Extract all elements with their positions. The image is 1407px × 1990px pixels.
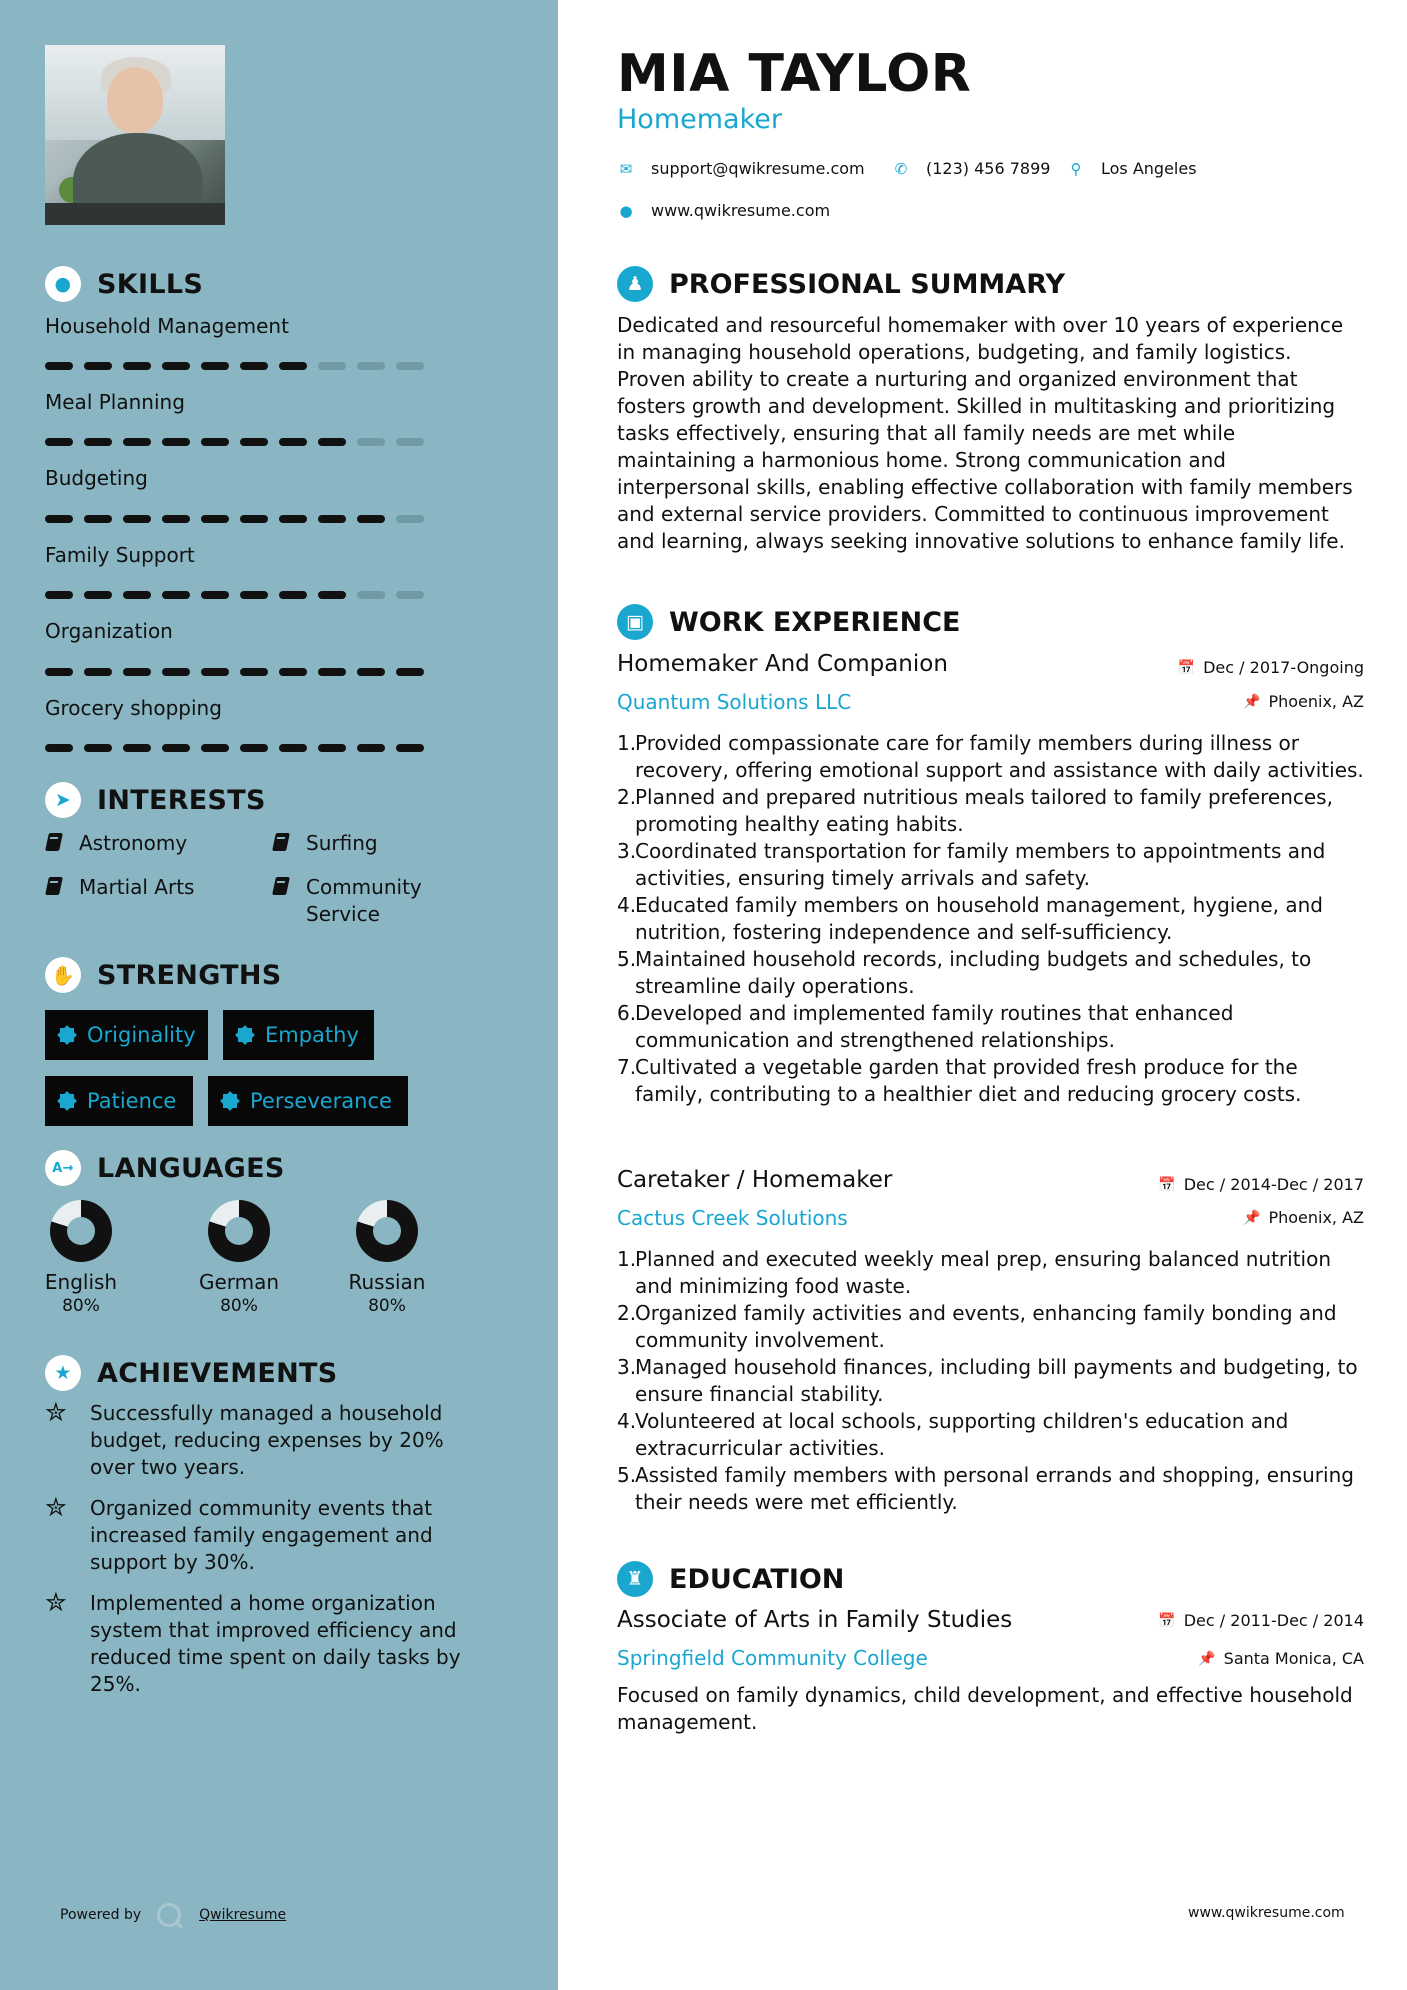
skill-segment-filled	[279, 438, 307, 446]
calendar-icon: 📅	[1158, 1176, 1176, 1193]
map-pin-icon: ⚲	[1070, 159, 1082, 178]
achievement-item: ✮ Organized community events that increased family engagement and support by 30%.	[45, 1493, 433, 1574]
education-heading: ♜ EDUCATION	[617, 1561, 844, 1597]
skill-segment-filled	[162, 515, 190, 523]
language-donut	[50, 1200, 112, 1262]
skill-segment-filled	[201, 744, 229, 752]
pushpin-icon: 📌	[1243, 693, 1261, 710]
skill-segment-filled	[123, 515, 151, 523]
school-name: Springfield Community College	[617, 1646, 928, 1670]
skill-name: Organization	[45, 619, 173, 643]
interest-item: Community Service	[272, 874, 442, 928]
candidate-name: MIA TAYLOR	[617, 44, 972, 104]
star-icon: ✮	[45, 1398, 67, 1428]
book-icon	[272, 833, 290, 853]
skill-segment-empty	[396, 515, 424, 523]
list-item: 5. Maintained household records, including budgets and schedules, to streamline daily operations.	[617, 947, 1312, 998]
star-badge-icon: ★	[45, 1355, 81, 1391]
strength-badge: Patience	[45, 1076, 193, 1126]
interests-heading: ➤ INTERESTS	[45, 782, 266, 818]
contact-email: ✉ support@qwikresume.com	[617, 159, 865, 178]
envelope-icon: ✉	[619, 159, 633, 178]
skill-segment-empty	[396, 362, 424, 370]
skill-segment-filled	[396, 668, 424, 676]
powered-by: Powered by Qwikresume	[60, 1903, 286, 1927]
list-item: 2. Organized family activities and events, enhancing family bonding and community involvement.	[617, 1301, 1337, 1352]
skill-segment-filled	[396, 744, 424, 752]
skill-segment-filled	[318, 438, 346, 446]
contact-phone: ✆ (123) 456 7899	[892, 159, 1050, 178]
skill-segment-empty	[396, 438, 424, 446]
skill-segment-filled	[279, 362, 307, 370]
skill-segment-filled	[123, 668, 151, 676]
job-company: Cactus Creek Solutions	[617, 1206, 848, 1230]
skill-segment-filled	[84, 668, 112, 676]
education-description: Focused on family dynamics, child development, and effective household management.	[617, 1683, 1353, 1734]
list-item: 4. Educated family members on household management, hygiene, and nutrition, fostering independence and self-sufficiency.	[617, 893, 1323, 944]
globe-icon: ●	[619, 201, 633, 220]
interest-item: Astronomy	[45, 830, 187, 857]
education-location: 📌 Santa Monica, CA	[1198, 1649, 1364, 1668]
skill-segment-filled	[201, 515, 229, 523]
job-dates: 📅 Dec / 2017-Ongoing	[1177, 658, 1364, 677]
qwikresume-link[interactable]: Qwikresume	[199, 1907, 287, 1923]
star-icon: ✮	[45, 1493, 67, 1523]
strength-badge: Perseverance	[208, 1076, 408, 1126]
strengths-heading: ✋ STRENGTHS	[45, 957, 282, 993]
lightbulb-icon: ●	[45, 266, 81, 302]
skill-segment-filled	[318, 591, 346, 599]
calendar-icon: 📅	[1158, 1612, 1176, 1629]
skill-name: Meal Planning	[45, 390, 185, 414]
job-bullets	[617, 730, 1367, 1108]
list-item: 5. Assisted family members with personal errands and shopping, ensuring their needs were met efficiently.	[617, 1463, 1354, 1514]
skill-segment-filled	[318, 668, 346, 676]
skill-name: Grocery shopping	[45, 696, 222, 720]
skill-segment-filled	[357, 744, 385, 752]
skill-bar	[45, 591, 424, 599]
skill-segment-filled	[240, 744, 268, 752]
skill-segment-filled	[45, 438, 73, 446]
interest-item: Martial Arts	[45, 874, 194, 901]
pushpin-icon: 📌	[1198, 1650, 1216, 1667]
skill-name: Budgeting	[45, 466, 148, 490]
skill-segment-filled	[84, 438, 112, 446]
skill-segment-empty	[396, 591, 424, 599]
badge-icon	[57, 1091, 77, 1111]
skill-segment-filled	[162, 591, 190, 599]
skill-segment-filled	[240, 362, 268, 370]
skill-segment-filled	[45, 744, 73, 752]
skill-segment-filled	[84, 362, 112, 370]
skills-heading: ● SKILLS	[45, 266, 203, 302]
job-dates: 📅 Dec / 2014-Dec / 2017	[1158, 1175, 1364, 1194]
list-item: 3. Managed household finances, including bill payments and budgeting, to ensure financial stability.	[617, 1355, 1358, 1406]
skill-bar	[45, 668, 424, 676]
badge-icon	[220, 1091, 240, 1111]
list-item: 4. Volunteered at local schools, supporting children's education and extracurricular activities.	[617, 1409, 1289, 1460]
skill-segment-filled	[84, 591, 112, 599]
skill-segment-empty	[357, 438, 385, 446]
job-bullets	[617, 1246, 1367, 1516]
skill-segment-filled	[162, 668, 190, 676]
language-item: English 80%	[21, 1200, 141, 1316]
language-donut	[356, 1200, 418, 1262]
list-item: 1. Provided compassionate care for family members during illness or recovery, offering emotional support and assistance with daily activities.	[617, 731, 1364, 782]
skill-segment-filled	[357, 668, 385, 676]
experience-heading: ▣ WORK EXPERIENCE	[617, 604, 960, 640]
skill-segment-empty	[357, 591, 385, 599]
pushpin-icon: 📌	[1243, 1209, 1261, 1226]
language-item: German 80%	[179, 1200, 299, 1316]
summary-text: Dedicated and resourceful homemaker with over 10 years of experience in managing household operations, budgeting, and family logistics. Proven ability to create a nurturing and organized environment that fosters growth and development. Skilled in multitasking and prioritizing tasks effectively, ensuring that all family needs are met while maintaining a harmonious home. Strong communication and interpersonal skills, enabling effective collaboration with family members and external service providers. Committed to continuous improvement and learning, always seeking innovative solutions to enhance family life.	[617, 313, 1353, 553]
phone-icon: ✆	[894, 159, 908, 178]
skill-segment-filled	[201, 438, 229, 446]
skill-name: Household Management	[45, 314, 289, 338]
paper-plane-icon: ➤	[45, 782, 81, 818]
skill-segment-filled	[123, 362, 151, 370]
contact-website: ● www.qwikresume.com	[617, 201, 830, 220]
sidebar	[0, 0, 558, 1990]
graduation-cap-icon: ♜	[617, 1561, 653, 1597]
list-item: 1. Planned and executed weekly meal prep, ensuring balanced nutrition and minimizing food waste.	[617, 1247, 1332, 1298]
education-dates: 📅 Dec / 2011-Dec / 2014	[1158, 1611, 1364, 1630]
skill-segment-filled	[201, 668, 229, 676]
skill-segment-filled	[357, 515, 385, 523]
skill-segment-filled	[318, 515, 346, 523]
skill-segment-filled	[279, 744, 307, 752]
star-icon: ✮	[45, 1588, 67, 1618]
skill-segment-filled	[84, 744, 112, 752]
skill-segment-filled	[201, 591, 229, 599]
main-content	[558, 0, 1407, 1990]
skill-segment-filled	[162, 362, 190, 370]
skill-segment-filled	[45, 668, 73, 676]
translate-icon: A→	[45, 1150, 81, 1186]
fist-icon: ✋	[45, 957, 81, 993]
language-donut	[208, 1200, 270, 1262]
skill-segment-filled	[201, 362, 229, 370]
skill-segment-filled	[240, 515, 268, 523]
summary-heading: ♟ PROFESSIONAL SUMMARY	[617, 266, 1065, 302]
skill-segment-filled	[279, 515, 307, 523]
skill-name: Family Support	[45, 543, 195, 567]
skill-segment-filled	[240, 591, 268, 599]
skill-segment-filled	[45, 362, 73, 370]
footer-website[interactable]: www.qwikresume.com	[1188, 1905, 1345, 1921]
skill-bar	[45, 515, 424, 523]
briefcase-icon: ▣	[617, 604, 653, 640]
skill-segment-filled	[123, 591, 151, 599]
qwikresume-logo-icon	[157, 1903, 181, 1927]
skill-segment-filled	[240, 438, 268, 446]
achievement-item: ✮ Implemented a home organization system that improved efficiency and reduced time spent on daily tasks by 25%.	[45, 1588, 461, 1696]
skill-segment-filled	[123, 438, 151, 446]
degree-title: Associate of Arts in Family Studies	[617, 1607, 1013, 1633]
skill-bar	[45, 362, 424, 370]
list-item: 3. Coordinated transportation for family members to appointments and activities, ensuring timely arrivals and safety.	[617, 839, 1326, 890]
book-icon	[45, 877, 63, 897]
skill-bar	[45, 438, 424, 446]
skill-segment-filled	[162, 438, 190, 446]
calendar-icon: 📅	[1177, 659, 1196, 676]
skill-segment-filled	[279, 591, 307, 599]
interest-item: Surfing	[272, 830, 378, 857]
skill-segment-filled	[84, 515, 112, 523]
languages-heading: A→ LANGUAGES	[45, 1150, 285, 1186]
skill-segment-filled	[240, 668, 268, 676]
job-title: Homemaker And Companion	[617, 651, 948, 677]
skill-segment-filled	[45, 591, 73, 599]
badge-icon	[57, 1025, 77, 1045]
achievement-item: ✮ Successfully managed a household budget, reducing expenses by 20% over two years.	[45, 1398, 444, 1479]
language-item: Russian 80%	[327, 1200, 447, 1316]
skill-segment-empty	[357, 362, 385, 370]
achievements-heading: ★ ACHIEVEMENTS	[45, 1355, 338, 1391]
job-location: 📌 Phoenix, AZ	[1243, 1208, 1364, 1227]
contact-location: ⚲ Los Angeles	[1067, 159, 1197, 178]
book-icon	[272, 877, 290, 897]
job-title: Caretaker / Homemaker	[617, 1167, 893, 1193]
skill-segment-filled	[123, 744, 151, 752]
strength-badge: Originality	[45, 1010, 208, 1060]
skill-segment-filled	[279, 668, 307, 676]
badge-icon	[235, 1025, 255, 1045]
book-icon	[45, 833, 63, 853]
skill-bar	[45, 744, 424, 752]
job-company: Quantum Solutions LLC	[617, 690, 852, 714]
list-item: 2. Planned and prepared nutritious meals tailored to family preferences, promoting healthy eating habits.	[617, 785, 1333, 836]
profile-photo	[45, 45, 225, 225]
job-location: 📌 Phoenix, AZ	[1243, 692, 1364, 711]
list-item: 6. Developed and implemented family routines that enhanced communication and strengthened relationships.	[617, 1001, 1234, 1052]
skill-segment-filled	[45, 515, 73, 523]
strength-badge: Empathy	[223, 1010, 374, 1060]
user-icon: ♟	[617, 266, 653, 302]
candidate-role: Homemaker	[617, 104, 782, 135]
list-item: 7. Cultivated a vegetable garden that provided fresh produce for the family, contributing to a healthier diet and reducing grocery costs.	[617, 1055, 1302, 1106]
skill-segment-empty	[318, 362, 346, 370]
skill-segment-filled	[162, 744, 190, 752]
skill-segment-filled	[318, 744, 346, 752]
